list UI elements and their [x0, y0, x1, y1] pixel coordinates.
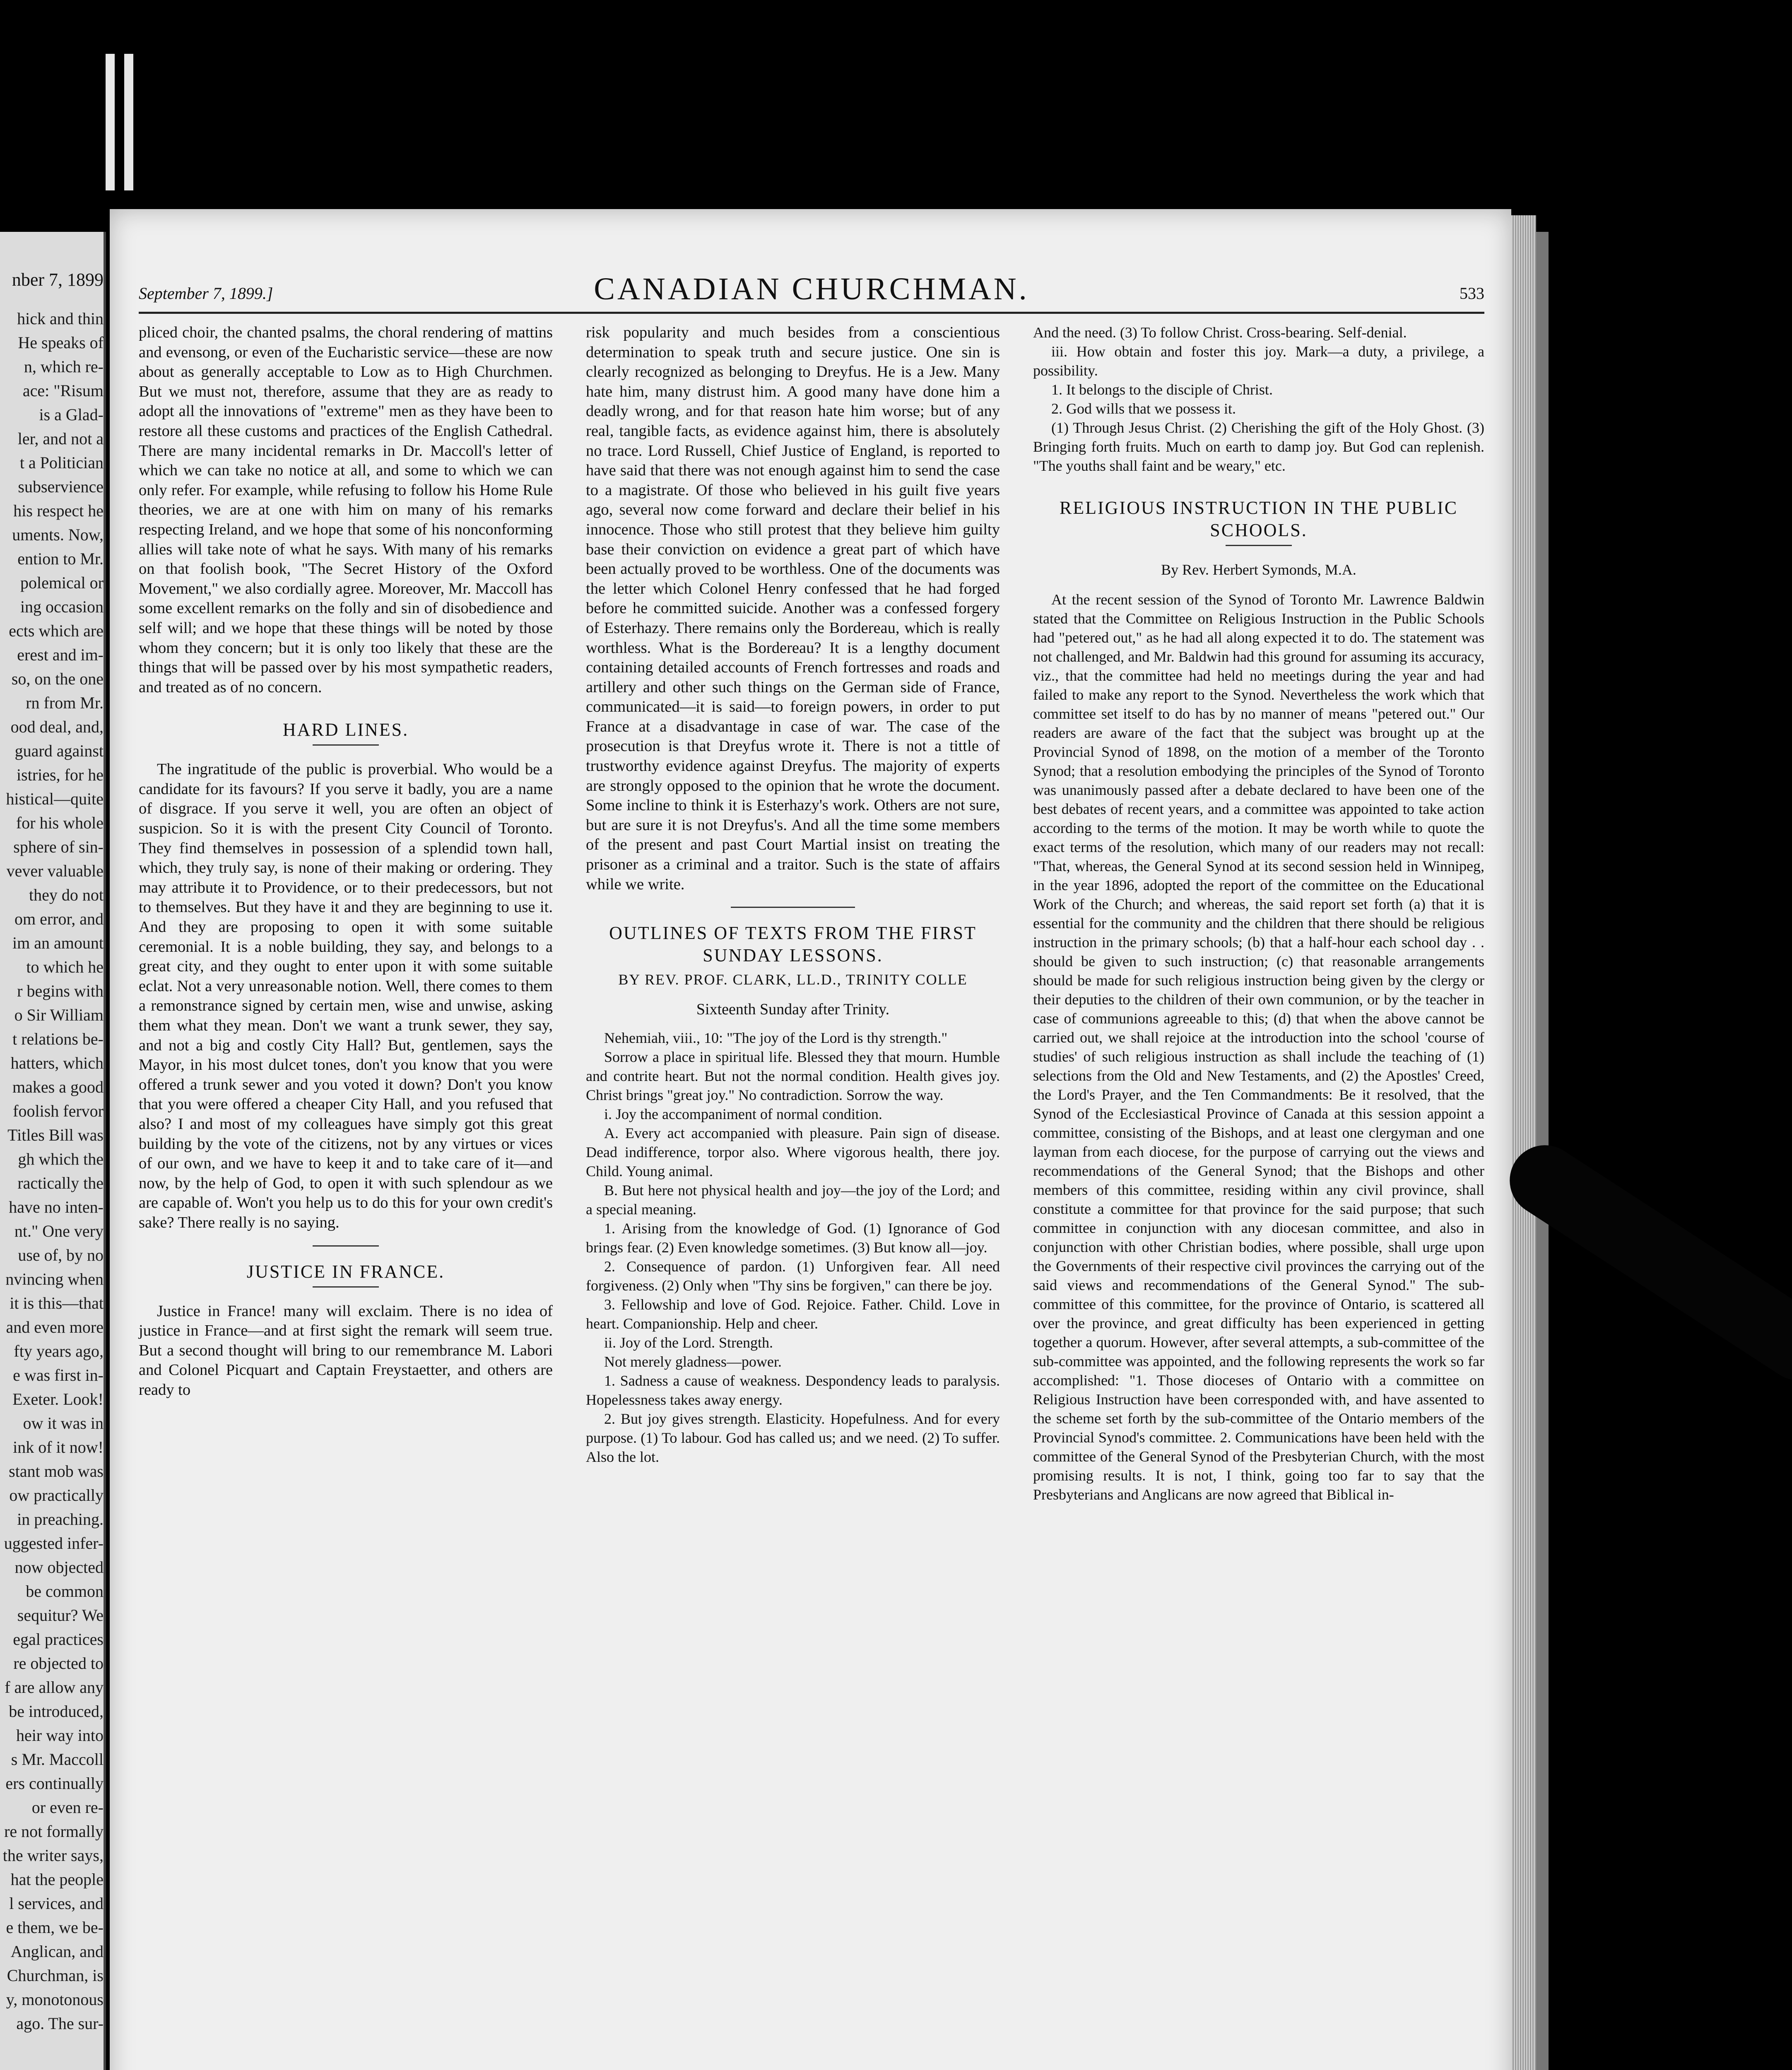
left-page-line: subservience [18, 477, 104, 496]
left-page-line: ractically the [17, 1174, 104, 1192]
left-page-line: gh which the [18, 1150, 104, 1168]
left-page-line: ers continually [5, 1774, 104, 1793]
outline-item: i. Joy the accompaniment of normal condition. [604, 1106, 882, 1123]
left-page-line: makes a good [12, 1078, 104, 1096]
left-page-line: t relations be- [12, 1030, 104, 1048]
left-page-line: is a Glad- [39, 405, 104, 424]
outline-item: iii. How obtain and foster this joy. Mark—a duty, a privilege, a possibility. [1033, 343, 1484, 379]
left-page-line: and even more [6, 1318, 104, 1336]
left-page-line: for his whole [16, 814, 104, 832]
left-page-line: s Mr. Maccoll [11, 1750, 104, 1769]
left-page-line: ow practically [9, 1486, 104, 1504]
subheading: Sixteenth Sunday after Trinity. [696, 1000, 890, 1018]
left-page-line: o Sir William [14, 1006, 104, 1024]
left-page-line: nvincing when [5, 1270, 104, 1288]
left-page-line: Anglican, and [10, 1942, 104, 1961]
left-page-line: be common [26, 1582, 104, 1601]
left-page-line: ler, and not a [17, 429, 104, 448]
masthead-rule [139, 312, 1484, 314]
page-edge [1511, 215, 1536, 2070]
left-page-line: his respect he [13, 501, 104, 520]
left-page-line: in preaching. [17, 1510, 104, 1528]
left-page-line: ink of it now! [13, 1438, 104, 1456]
left-page-line: sequitur? We [17, 1606, 104, 1625]
left-page-line: guard against [14, 741, 104, 760]
heading-rule [1226, 545, 1292, 546]
left-page-fragment [0, 232, 106, 2070]
outline-item: (1) Through Jesus Christ. (2) Cherishing the gift of the Holy Ghost. (3) Bringing forth fruits. Much on earth to damp joy. But God can replenish. "The youths shall faint and be weary," etc. [1033, 419, 1484, 474]
left-page-line: have no inten- [9, 1198, 104, 1216]
left-page-line: fty years ago, [14, 1342, 104, 1360]
left-page-line: istries, for he [17, 765, 104, 784]
newspaper-page [110, 209, 1511, 2070]
left-page-line: the writer says, [2, 1846, 104, 1865]
outline-item: 2. But joy gives strength. Elasticity. Hopefulness. And for every purpose. (1) To labour. God has called us; and we need. (2) To suffer. Also the lot. [586, 1410, 1000, 1466]
page-number: 533 [1460, 284, 1484, 303]
left-page-line: im an amount [12, 934, 104, 952]
column-3 [1033, 323, 1484, 1504]
left-page-line: He speaks of [18, 333, 104, 352]
left-page-line: ing occasion [20, 597, 104, 616]
binding-mark-top-right [124, 54, 133, 190]
outline-paragraph: Sorrow a place in spiritual life. Blessed they that mourn. Humble and contrite heart. But not the normal condition. Health gives joy. Christ brings "great joy." No contradiction. Sorrow the way. [586, 1049, 1000, 1104]
outline-item: Not merely gladness—power. [604, 1353, 782, 1370]
heading-rule [313, 1286, 379, 1288]
left-page-line: ago. The sur- [16, 2014, 104, 2033]
left-page-line: so, on the one [11, 669, 104, 688]
masthead [139, 271, 1484, 308]
left-page-line: histical—quite [6, 789, 104, 808]
left-page-line: re objected to [13, 1654, 104, 1673]
outline-item: A. Every act accompanied with pleasure. Pain sign of disease. Dead indifference, torpor also. Where vigorous health, there joy. Child. Young animal. [586, 1125, 1000, 1180]
left-page-line: sphere of sin- [13, 838, 104, 856]
heading-religious-instruction: RELIGIOUS INSTRUCTION IN THE PUBLIC SCHOOLS. [1059, 498, 1458, 540]
left-page-line: nt." One very [14, 1222, 104, 1240]
left-page-line: use of, by no [18, 1246, 104, 1264]
left-page-line: t a Politician [19, 453, 104, 472]
left-page-line: polemical or [20, 573, 104, 592]
left-page-line: hat the people [10, 1870, 104, 1889]
left-page-line: now objected [14, 1558, 104, 1577]
heading-hard-lines: HARD LINES. [282, 720, 409, 740]
left-page-line: egal practices [13, 1630, 104, 1649]
left-page-line: they do not [29, 886, 104, 904]
left-page-line: uggested infer- [4, 1534, 104, 1552]
outline-item: 2. Consequence of pardon. (1) Unforgiven fear. All need forgiveness. (2) Only when "Thy sins be forgiven," can there be joy. [586, 1258, 1000, 1294]
left-page-line: n, which re- [24, 357, 104, 376]
scripture-text: Nehemiah, viii., 10: "The joy of the Lord is thy strength." [604, 1030, 948, 1047]
heading-outlines: OUTLINES OF TEXTS FROM THE FIRST SUNDAY LESSONS. [609, 923, 977, 966]
left-page-line: Exeter. Look! [12, 1390, 104, 1408]
left-page-line: heir way into [16, 1726, 104, 1745]
left-page-line: uments. Now, [12, 525, 104, 544]
left-page-line: ention to Mr. [17, 549, 104, 568]
left-page-line: r begins with [17, 982, 104, 1000]
left-page-heading: nber 7, 1899 [12, 270, 104, 290]
left-page-line: l services, and [9, 1894, 104, 1913]
left-page-line: it is this—that [10, 1294, 104, 1312]
left-page-line: to which he [26, 958, 104, 976]
outline-item: 2. God wills that we possess it. [1051, 400, 1236, 417]
left-page-line: rn from Mr. [26, 693, 104, 712]
left-page-line: foolish fervor [13, 1102, 104, 1120]
section-rule [313, 1245, 379, 1247]
outline-item: 1. Arising from the knowledge of God. (1) Ignorance of God brings fear. (2) Even knowledge sometimes. (3) But know all—joy. [586, 1220, 1000, 1256]
article-paragraph: At the recent session of the Synod of Toronto Mr. Lawrence Baldwin stated that the Committee on Religious Instruction in the Public Schools had "petered out," as he had all along expected it to do. The statement was not challenged, and Mr. Baldwin had this ground for assuming its accuracy, viz., that the committee had held no meetings during the year and had failed to make any report to the Synod. Nevertheless the work which that committee set itself to do has by no manner of means "petered out." Our readers are aware of the fact that the subject was brought up at the Provincial Synod of 1898, on the motion of a member of the Toronto Synod; that a resolution embodying the principles of the Synod of Toronto was unanimously passed after a debate declared to have been one of the best debates of recent years, and a committee was appointed to take action according to the terms of the motion. It may be worth while to quote the exact terms of the resolution, which many of our readers may not recall: "That, whereas, the General Synod at its second session held in Winnipeg, in the year 1896, adopted the report of the committee on the Educational Work of the Church; and whereas, the said report set forth (a) that it is essential for the community and the children that there should be religious instruction in the primary schools; (b) that a half-hour each school day . . should be given to such instruction; (c) that reasonable arrangements should be made for such religious instruction being given by the clergy or their deputies to the children of their own communion, or by the teacher in case of communions agreeable to this; (d) that when the above cannot be carried out, we shall rejoice at the introduction into the school 'course of studies' of such religious instruction as shall include the teaching of (1) selections from the Old and New Testaments, and (2) the Apostles' Creed, the Lord's Prayer, and the Ten Commandments: Be it resolved, that the Synod of the Ecclesiastical Province of Canada at this session appoint a committee, consisting of the Bishops, and at least one clergyman and one layman from each diocese, for the purpose of carrying out the views and recommendations of the General Synod; that the Bishops and other members of this committee, residing within any civil province, shall constitute a committee for that province for the said purpose; that such committee in conjunction with any diocesan committee, and also in conjunction with other Christian bodies, where possible, shall urge upon the Governments of their respective civil provinces the carrying out of the said views and recommendations of the General Synod." The sub-committee of this committee, for the province of Ontario, is scattered all over the province, and great difficulty has been experienced in getting together a quorum. However, after several attempts, a sub-committee of the sub-committee was appointed, and the following represents the work so far accomplished: "1. Those dioceses of Ontario with a committee on Religious Instruction have been corresponded with, and have assented to the scheme set forth by the sub-committee of the Ontario members of the Provincial Synod's committee. 2. Communications have been held with the committee of the General Synod of the Presbyterian Church, with the most promising results. It is not, I think, going too far to say that the Presbyterians and Anglicans are now agreed that Biblical in- [1033, 591, 1484, 1503]
article-paragraph: The ingratitude of the public is proverbial. Who would be a candidate for its favours? If you serve it badly, you are a name of disgrace. If you serve it well, you are often an object of suspicion. So it is with the present City Council of Toronto. They find themselves in possession of a splendid town hall, which, they truly say, is none of their making or ordering. They may attribute it to Providence, or to their predecessors, but not to themselves. But they have it and they are beginning to use it. And they are proposing to open it with some suitable ceremonial. It is a noble building, they say, and belongs to a great city, and they ought to enter upon it with some suitable eclat. Not a very unreasonable notion. Well, there comes to them a remonstrance signed by certain men, wise and unwise, asking them what they mean. Don't we want a trunk sewer, they say, and not a big and costly City Hall? But, gentlemen, says the Mayor, in his most dulcet tones, don't you know that you were offered a trunk sewer and you voted it down? Don't you know that you were offered a cheaper City Hall, and you refused that also? I and most of my colleagues have simply got this great building by the vote of the citizens, not by any virtues or vices of our own, and we have to keep it and to take care of it—and now, by the help of God, to open it with such splendour as we are capable of. Won't you help us to do this for your own credit's sake? There really is no saying. [139, 761, 553, 1231]
left-page-line: ace: "Risum [22, 381, 104, 400]
left-page-line: be introduced, [9, 1702, 104, 1721]
left-page-line: ood deal, and, [10, 717, 104, 736]
left-page-line: e them, we be- [6, 1918, 104, 1937]
outline-item: 1. It belongs to the disciple of Christ. [1051, 381, 1273, 398]
left-page-line: e was first in- [13, 1366, 104, 1384]
article-paragraph: Justice in France! many will exclaim. There is no idea of justice in France—and at first sight the remark will seem true. But a second thought will bring to our remembrance M. Labori and Colonel Picquart and Captain Freystaetter, and others are ready to [139, 1302, 553, 1398]
left-page-line: hatters, which [10, 1054, 104, 1072]
left-page-line: ow it was in [23, 1414, 104, 1432]
section-rule [731, 907, 855, 908]
left-page-line: f are allow any [5, 1678, 104, 1697]
outline-item: And the need. (3) To follow Christ. Cross-bearing. Self-denial. [1033, 324, 1407, 341]
outline-item: 1. Sadness a cause of weakness. Despondency leads to paralysis. Hopelessness takes away energy. [586, 1372, 1000, 1408]
left-page-line: om error, and [14, 910, 104, 928]
heading-rule [313, 744, 379, 746]
left-page-line: ects which are [9, 621, 104, 640]
left-page-line: y, monotonous [6, 1990, 104, 2009]
article-paragraph: risk popularity and much besides from a conscientious determination to speak truth and secure justice. One sin is clearly recognized as belonging to Dreyfus. He is a Jew. Many hate him, many distrust him. A good many have done him a deadly wrong, and for that reason hate him worse; but of any real, tangible facts, as evidence against him, there is absolutely no trace. Lord Russell, Chief Justice of England, is reported to have said that there was not enough against him to send the case to a magistrate. Of those who believed in his guilt five years ago, several now come forward and declare their belief in his innocence. Those who still protest that they believe him guilty base their conviction on evidence a great part of which have been actually proved to be worthless. One of the documents was the letter which Colonel Henry confessed that he had forged before he committed suicide. Another was a confessed forgery of Esterhazy. There remains only the Bordereau, which is really worthless. What is the Bordereau? It is a lengthy document containing detailed accounts of French fortresses and roads and artillery and other such things on the German side of France, communicated—it is said—to foreign powers, in order to put France at a disadvantage in case of war. The case of the prosecution is that Dreyfus wrote it. There is not a tittle of trustworthy evidence against Dreyfus. The majority of experts are strongly opposed to the opinion that he wrote the document. Some incline to think it is Esterhazy's work. Others are not sure, but are sure it is not Dreyfus's. And all the time some members of the present and past Court Martial insist on treating the prisoner as a criminal and a traitor. Such is the state of affairs while we write. [586, 324, 1000, 893]
issue-date: September 7, 1899.] [139, 284, 273, 303]
article-paragraph: pliced choir, the chanted psalms, the choral rendering of mattins and evensong, or even of the Eucharistic service—these are now about as generally acceptable to Low as to High Churchmen. But we must not, therefore, assume that they are as ready to adopt all the innovations of "extreme" men as they have been to restore all these customs and practices of the English Cathedral. There are many incidental remarks in Dr. Maccoll's letter of which we can take no notice at all, and some to which we can only refer. For example, while refusing to follow his Home Rule theories, we are at one with him on many of his remarks respecting Ireland, and we hope that some of his nonconforming allies will take note of what he says. With many of his remarks on that foolish book, "The Secret History of the Oxford Movement," we also cordially agree. Moreover, Mr. Maccoll has some excellent remarks on the folly and sin of disobedience and self will; and we hope that these things will be noted by those whom they concern; but it is only too likely that these are the things that will be passed over by his most sympathetic readers, and treated as of no concern. [139, 324, 553, 696]
binding-mark-top-left [106, 54, 115, 190]
left-page-line: Churchman, is [7, 1966, 104, 1985]
left-page-line: or even re- [31, 1798, 104, 1817]
outline-item: 3. Fellowship and love of God. Rejoice. Father. Child. Love in heart. Companionship. Help and cheer. [586, 1296, 1000, 1332]
left-page-line: erest and im- [17, 645, 104, 664]
left-page-text [0, 232, 104, 2036]
outline-item: ii. Joy of the Lord. Strength. [604, 1334, 773, 1351]
left-page-line: vever valuable [6, 862, 104, 880]
byline: BY REV. PROF. CLARK, LL.D., TRINITY COLLE [618, 971, 968, 988]
outline-item: B. But here not physical health and joy—the joy of the Lord; and a special meaning. [586, 1182, 1000, 1218]
left-page-line: stant mob was [9, 1462, 104, 1480]
column-2 [586, 323, 1000, 1466]
column-1 [139, 323, 553, 1400]
heading-justice-in-france: JUSTICE IN FRANCE. [246, 1261, 445, 1282]
newspaper-title: CANADIAN CHURCHMAN. [594, 272, 1029, 306]
byline: By Rev. Herbert Symonds, M.A. [1161, 561, 1356, 578]
left-page-line: re not formally [4, 1822, 104, 1841]
left-page-line: hick and thin [17, 309, 104, 328]
left-page-line: Titles Bill was [7, 1126, 104, 1144]
